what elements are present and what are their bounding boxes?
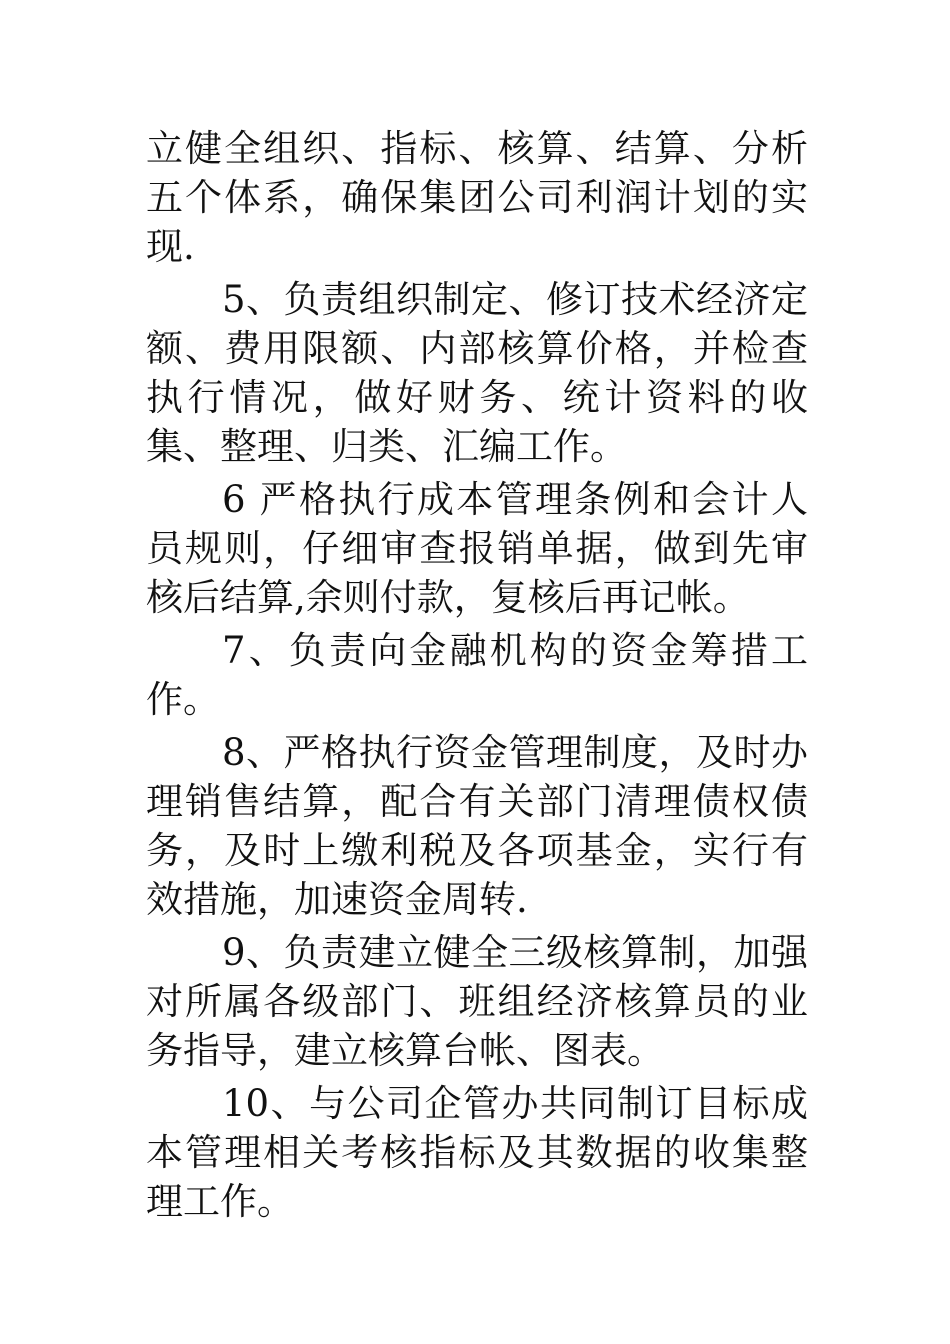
paragraph-item-5: 5、负责组织制定、修订技术经济定额、费用限额、内部核算价格，并检查执行情况，做好财务、统计资料的收集、整理、归类、汇编工作。 [146,278,808,468]
paragraph-continuation: 立健全组织、指标、核算、结算、分析五个体系，确保集团公司利润计划的实现. [146,127,808,268]
paragraph-item-9: 9、负责建立健全三级核算制，加强对所属各级部门、班组经济核算员的业务指导，建立核算台帐、图表。 [146,931,808,1072]
document-page [146,124,808,1230]
paragraph-item-6: 6 严格执行成本管理条例和会计人员规则，仔细审查报销单据，做到先审核后结算,余则付款，复核后再记帐。 [146,478,808,619]
paragraph-item-7: 7、负责向金融机构的资金筹措工作。 [146,629,808,721]
paragraph-item-10: 10、与公司企管办共同制订目标成本管理相关考核指标及其数据的收集整理工作。 [146,1082,808,1223]
paragraph-item-8: 8、严格执行资金管理制度，及时办理销售结算，配合有关部门清理债权债务，及时上缴利税及各项基金，实行有效措施，加速资金周转. [146,731,808,921]
